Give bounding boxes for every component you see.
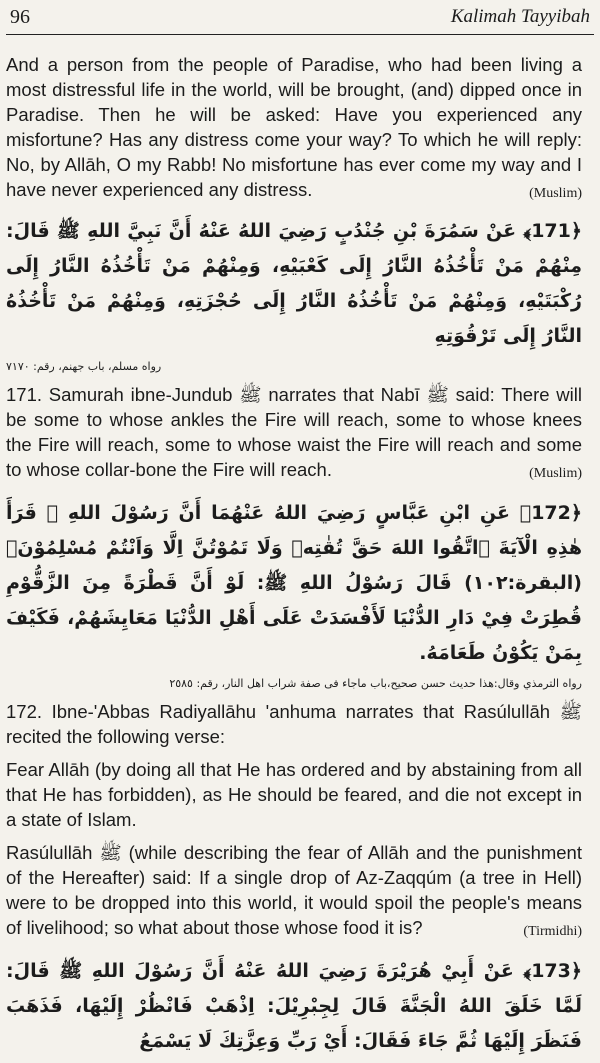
hadith-172-arabic-reference: رواه الترمذي وقال:هذا حديث حسن صحيح،باب ماجاء فى صفة شراب اهل النار، رقم: ٢٥٨٥ (169, 677, 582, 690)
intro-citation: (Muslim) (529, 186, 582, 201)
hadith-172-arabic: ﴿172﴾ عَنِ ابْنِ عَبَّاسٍ رَضِيَ اللهُ عَنْهُمَا أَنَّ رَسُوْلَ اللهِ ﷺ قَرَأَ هٰذِهِ الْآيَةَ ﴿اتَّقُوا اللهَ حَقَّ تُقٰتِهٖ وَلَا تَمُوْتُنَّ اِلَّا وَاَنْتُمْ مُسْلِمُوْنَ﴾ (البقرة:١٠٢) قَالَ رَسُوْلُ اللهِ ﷺ: لَوْ أَنَّ قَطْرَةً مِنَ الزَّقُّوْمِ قُطِرَتْ فِيْ دَارِ الدُّنْيَا لَأَفْسَدَتْ عَلَى أَهْلِ الدُّنْيَا مَعَايِشَهُمْ، فَكَيْفَ بِمَنْ يَكُوْنُ طَعَامَهُ. (6, 502, 582, 664)
page-header (0, 0, 600, 36)
hadith-172-english-body-block (6, 840, 582, 944)
intro-block (6, 52, 582, 206)
hadith-171-arabic-reference: رواه مسلم، باب جهنم، رقم: ٧١٧٠ (6, 360, 162, 373)
intro-paragraph (6, 52, 582, 202)
running-title: Kalimah Tayyibah (450, 6, 590, 27)
hadith-173-arabic: ﴿173﴾ عَنْ أَبِيْ هُرَيْرَةَ رَضِيَ اللهُ عَنْهُ أَنَّ رَسُوْلَ اللهِ ﷺ قَالَ: لَمَّا خَلَقَ اللهُ الْجَنَّةَ قَالَ لِجِبْرِيْلَ: اِذْهَبْ فَانْظُرْ إِلَيْهَا، فَذَهَبَ فَنَظَرَ إِلَيْهَا ثُمَّ جَاءَ فَقَالَ: أَيْ رَبِّ وَعِزَّتِكَ لَا يَسْمَعُ (6, 960, 582, 1052)
header-rule (6, 34, 594, 35)
hadith-172-english-body (6, 840, 582, 940)
page-number: 96 (10, 6, 30, 28)
hadith-172-english-verse: Fear Allāh (by doing all that He has ordered and by abstaining from all that He has forbidden), as He should be feared, and die not except in a state of Islam. (6, 759, 582, 830)
hadith-171-english (6, 382, 582, 482)
page-content (6, 52, 582, 1063)
hadith-172-body-text: Rasúlullāh ﷺ (while describing the fear of Allāh and the punishment of the Hereafter) said: If a single drop of Az-Zaqqúm (a tree in Hell) were to be dropped into this world, it would spoil the people's means of livelihood; so what about those whose food it is? (6, 842, 582, 938)
hadith-172-citation: (Tirmidhi) (523, 924, 582, 939)
hadith-171-english-block (6, 382, 582, 486)
hadith-171-text: 171. Samurah ibne-Jundub ﷺ narrates that Nabī ﷺ said: There will be some to whose ankles the Fire will reach, some to whose knees the Fire will reach, some to whose waist the Fire will reach and some to whose collar-bone the Fire will reach. (6, 384, 582, 480)
intro-text: And a person from the people of Paradise, who had been living a most distressful life in the world, will be brought, (and) dipped once in Paradise. Then he will be asked: Have you experienced any misfortune? Has any distress come your way? To which he will reply: No, by Allāh, O my Rabb! No misfortune has ever come my way and I have never experienced any distress. (6, 54, 582, 200)
hadith-171-arabic: ﴿171﴾ عَنْ سَمُرَةَ بْنِ جُنْدُبٍ رَضِيَ اللهُ عَنْهُ أَنَّ نَبِيَّ اللهِ ﷺ قَالَ: مِنْهُمْ مَنْ تَأْخُذُهُ النَّارُ إِلَى كَعْبَيْهِ، وَمِنْهُمْ مَنْ تَأْخُذُهُ النَّارُ إِلَى رُكْبَتَيْهِ، وَمِنْهُمْ مَنْ تَأْخُذُهُ النَّارُ إِلَى حُجْزَتِهِ، وَمِنْهُمْ مَنْ تَأْخُذُهُ النَّارُ إِلَى تَرْقُوَتِهِ (6, 220, 582, 347)
hadith-171-citation: (Muslim) (529, 466, 582, 481)
hadith-172-english-intro: 172. Ibne-'Abbas Radiyallāhu 'anhuma narrates that Rasúlullāh ﷺ recited the following verse: (6, 701, 582, 747)
